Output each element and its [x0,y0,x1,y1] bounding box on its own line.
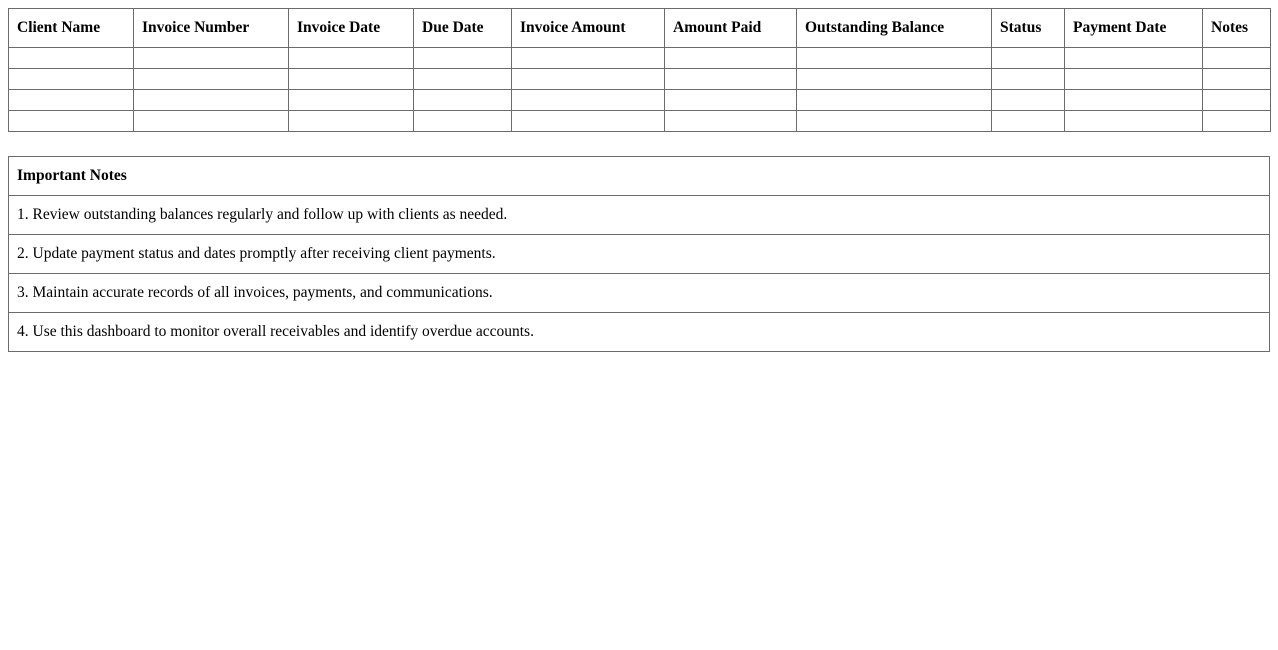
table-cell[interactable] [512,69,665,90]
table-cell[interactable] [992,90,1065,111]
table-cell[interactable] [414,69,512,90]
column-header-client-name: Client Name [9,9,134,48]
table-cell[interactable] [992,48,1065,69]
table-cell[interactable] [665,90,797,111]
table-row [9,69,1271,90]
notes-row [9,196,1270,235]
column-header-invoice-number: Invoice Number [134,9,289,48]
table-cell[interactable] [414,111,512,132]
table-cell[interactable] [134,48,289,69]
column-header-invoice-amount: Invoice Amount [512,9,665,48]
table-cell[interactable] [665,48,797,69]
notes-row [9,274,1270,313]
table-cell[interactable] [9,48,134,69]
table-cell[interactable] [992,69,1065,90]
note-item: 4. Use this dashboard to monitor overall receivables and identify overdue accounts. [9,313,1270,352]
table-row [9,90,1271,111]
table-cell[interactable] [1065,90,1203,111]
table-cell[interactable] [1203,69,1271,90]
table-cell[interactable] [797,111,992,132]
table-cell[interactable] [414,90,512,111]
note-item: 1. Review outstanding balances regularly and follow up with clients as needed. [9,196,1270,235]
notes-header-row [9,157,1270,196]
table-header-row [9,9,1271,48]
table-cell[interactable] [9,69,134,90]
table-cell[interactable] [289,111,414,132]
table-cell[interactable] [992,111,1065,132]
table-row [9,48,1271,69]
table-cell[interactable] [289,90,414,111]
table-cell[interactable] [1065,111,1203,132]
table-cell[interactable] [1065,69,1203,90]
table-cell[interactable] [797,69,992,90]
table-cell[interactable] [665,69,797,90]
table-cell[interactable] [512,48,665,69]
column-header-due-date: Due Date [414,9,512,48]
table-cell[interactable] [1203,111,1271,132]
table-cell[interactable] [9,111,134,132]
column-header-invoice-date: Invoice Date [289,9,414,48]
table-cell[interactable] [1065,48,1203,69]
table-cell[interactable] [512,111,665,132]
column-header-payment-date: Payment Date [1065,9,1203,48]
note-item: 3. Maintain accurate records of all invoices, payments, and communications. [9,274,1270,313]
table-cell[interactable] [1203,48,1271,69]
column-header-notes: Notes [1203,9,1271,48]
table-cell[interactable] [134,69,289,90]
table-cell[interactable] [134,90,289,111]
table-cell[interactable] [289,48,414,69]
table-cell[interactable] [512,90,665,111]
receivables-table [8,8,1271,132]
table-cell[interactable] [1203,90,1271,111]
notes-title: Important Notes [9,157,1270,196]
table-cell[interactable] [9,90,134,111]
table-cell[interactable] [134,111,289,132]
table-cell[interactable] [665,111,797,132]
table-row [9,111,1271,132]
table-cell[interactable] [797,48,992,69]
table-cell[interactable] [797,90,992,111]
note-item: 2. Update payment status and dates promptly after receiving client payments. [9,235,1270,274]
important-notes-table [8,156,1270,352]
table-cell[interactable] [289,69,414,90]
notes-row [9,313,1270,352]
table-cell[interactable] [414,48,512,69]
column-header-outstanding-balance: Outstanding Balance [797,9,992,48]
column-header-status: Status [992,9,1065,48]
column-header-amount-paid: Amount Paid [665,9,797,48]
page [8,8,1270,352]
notes-row [9,235,1270,274]
